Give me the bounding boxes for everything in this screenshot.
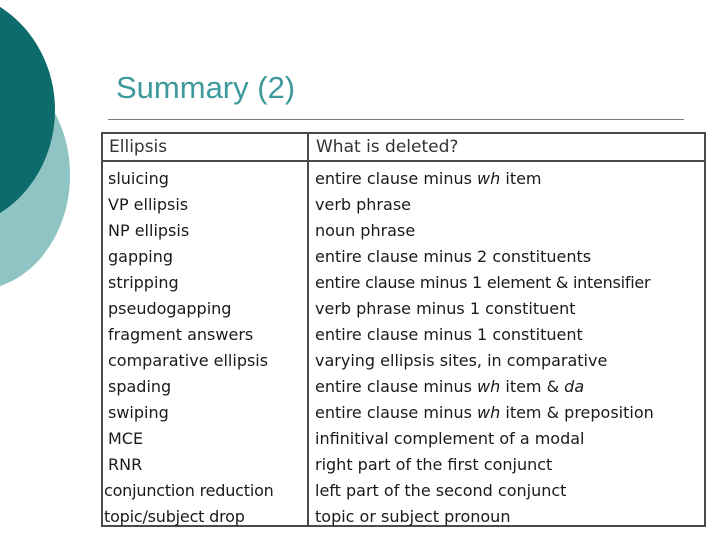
- table-row: [103, 348, 704, 374]
- summary-table: [101, 132, 706, 527]
- ellipsis-type: spading: [108, 377, 172, 396]
- deleted-text: entire clause minus: [315, 169, 478, 188]
- deleted-text-italic: wh: [477, 377, 501, 396]
- table-row: [103, 400, 704, 426]
- header-ellipsis: Ellipsis: [109, 137, 168, 157]
- deleted-description: entire clause minus 1 element & intensifier: [315, 273, 651, 292]
- ellipsis-type: sluicing: [108, 169, 169, 188]
- ellipsis-type: swiping: [108, 403, 169, 422]
- deleted-text-italic: wh: [477, 169, 501, 188]
- deleted-description: topic or subject pronoun: [315, 507, 511, 526]
- deleted-text-italic: wh: [477, 403, 501, 422]
- ellipsis-type: gapping: [108, 247, 174, 266]
- ellipsis-type: fragment answers: [108, 325, 254, 344]
- deleted-description: [315, 166, 542, 192]
- ellipsis-type: MCE: [108, 429, 144, 448]
- ellipsis-type: RNR: [108, 455, 143, 474]
- table-row: [103, 270, 704, 296]
- ellipsis-type: topic/subject drop: [104, 507, 245, 526]
- deleted-description: verb phrase: [315, 195, 411, 214]
- deleted-description: verb phrase minus 1 constituent: [315, 299, 576, 318]
- deleted-description: right part of the first conjunct: [315, 455, 553, 474]
- slide-title: Summary (2): [116, 70, 296, 105]
- table-row: [103, 296, 704, 322]
- deleted-text: entire clause minus: [315, 403, 478, 422]
- deleted-description: noun phrase: [315, 221, 416, 240]
- table-row: [103, 322, 704, 348]
- ellipsis-type: NP ellipsis: [108, 221, 190, 240]
- ellipsis-type: stripping: [108, 273, 179, 292]
- table-header: [103, 134, 704, 162]
- table-row: [103, 374, 704, 400]
- ellipsis-type: conjunction reduction: [104, 481, 274, 500]
- ellipsis-type: VP ellipsis: [108, 195, 189, 214]
- deleted-description: left part of the second conjunct: [315, 481, 567, 500]
- deleted-description: [315, 400, 654, 426]
- deleted-text: item &: [500, 377, 565, 396]
- deleted-text: entire clause minus: [315, 377, 478, 396]
- deleted-text-italic: da: [564, 377, 585, 396]
- title-divider: [108, 119, 684, 120]
- ellipsis-type: comparative ellipsis: [108, 351, 269, 370]
- deleted-description: varying ellipsis sites, in comparative: [315, 351, 608, 370]
- ellipsis-type: pseudogapping: [108, 299, 232, 318]
- table-row: [103, 504, 704, 530]
- deleted-description: entire clause minus 2 constituents: [315, 247, 592, 266]
- table-row: [103, 452, 704, 478]
- deleted-description: infinitival complement of a modal: [315, 429, 585, 448]
- table-row: [103, 244, 704, 270]
- deleted-text: item: [500, 169, 542, 188]
- table-row: [103, 426, 704, 452]
- deleted-description: [315, 374, 584, 400]
- table-body: [103, 166, 704, 530]
- table-row: [103, 478, 704, 504]
- table-row: [103, 192, 704, 218]
- header-what-is-deleted: What is deleted?: [316, 137, 459, 157]
- table-row: [103, 218, 704, 244]
- table-row: [103, 166, 704, 192]
- deleted-text: item & preposition: [500, 403, 654, 422]
- deleted-description: entire clause minus 1 constituent: [315, 325, 583, 344]
